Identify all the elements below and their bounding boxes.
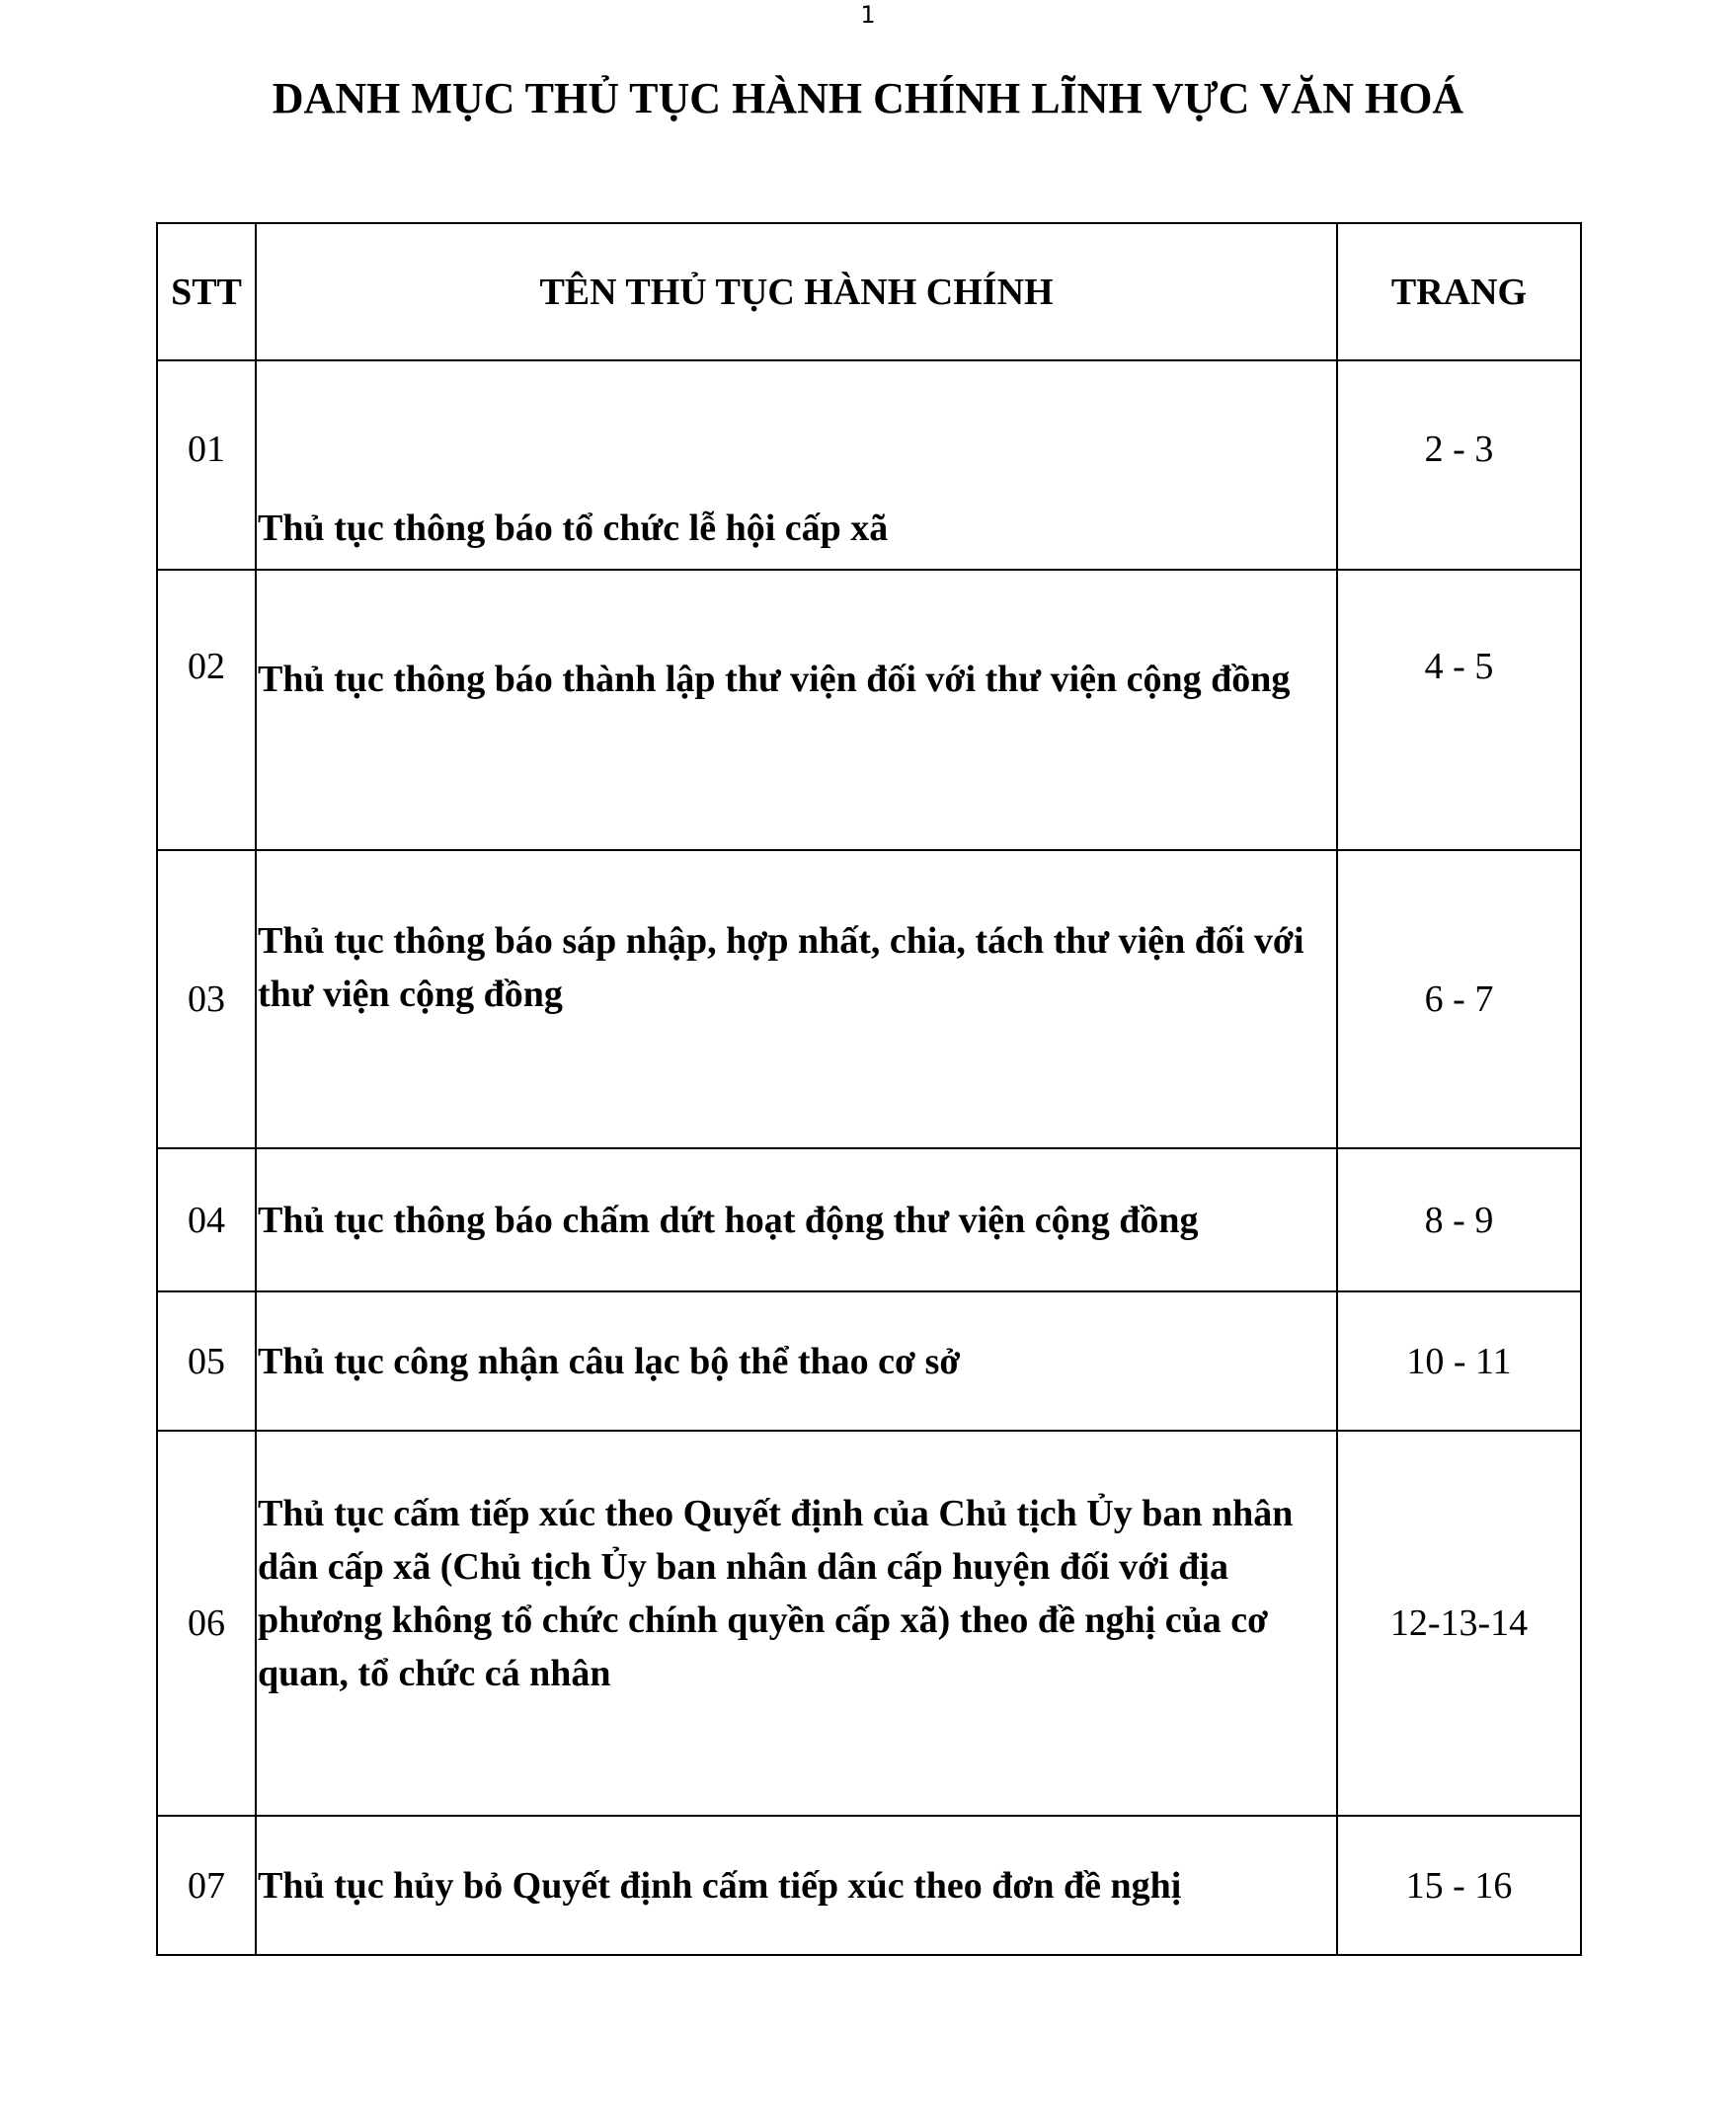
row-stt: 01: [157, 360, 256, 570]
table-row: [157, 570, 1581, 850]
row-page: 2 - 3: [1337, 360, 1581, 570]
row-procedure-name: Thủ tục hủy bỏ Quyết định cấm tiếp xúc theo đơn đề nghị: [256, 1816, 1337, 1955]
table-row: [157, 1148, 1581, 1291]
row-page: 4 - 5: [1337, 570, 1581, 850]
header-procedure-name: TÊN THỦ TỤC HÀNH CHÍNH: [256, 223, 1337, 360]
row-page: 10 - 11: [1337, 1291, 1581, 1431]
table-row: [157, 360, 1581, 570]
document-title: DANH MỤC THỦ TỤC HÀNH CHÍNH LĨNH VỰC VĂN HOÁ: [272, 74, 1464, 122]
table-row: [157, 1816, 1581, 1955]
header-stt: STT: [157, 223, 256, 360]
row-stt: 02: [157, 570, 256, 850]
page-number: 1: [860, 1, 876, 29]
table-row: [157, 1431, 1581, 1816]
row-page: 12-13-14: [1337, 1431, 1581, 1816]
table-row: [157, 850, 1581, 1148]
row-page: 6 - 7: [1337, 850, 1581, 1148]
row-stt: 04: [157, 1148, 256, 1291]
table-header-row: [157, 223, 1581, 360]
table-row: [157, 1291, 1581, 1431]
row-procedure-name: Thủ tục thông báo chấm dứt hoạt động thư viện cộng đồng: [256, 1148, 1337, 1291]
row-stt: 07: [157, 1816, 256, 1955]
row-procedure-name: Thủ tục cấm tiếp xúc theo Quyết định của Chủ tịch Ủy ban nhân dân cấp xã (Chủ tịch Ủy ban nhân dân cấp huyện đối với địa phương không tổ chức chính quyền cấp xã) theo đề nghị của cơ quan, tổ chức cá nhân: [256, 1431, 1337, 1816]
header-page: TRANG: [1337, 223, 1581, 360]
row-procedure-name: Thủ tục thông báo tổ chức lễ hội cấp xã: [256, 360, 1337, 570]
row-procedure-name: Thủ tục thông báo sáp nhập, hợp nhất, chia, tách thư viện đối với thư viện cộng đồng: [256, 850, 1337, 1148]
procedure-table: [156, 222, 1582, 1956]
row-stt: 06: [157, 1431, 256, 1816]
row-stt: 03: [157, 850, 256, 1148]
row-stt: 05: [157, 1291, 256, 1431]
row-procedure-name: Thủ tục công nhận câu lạc bộ thể thao cơ sở: [256, 1291, 1337, 1431]
row-page: 15 - 16: [1337, 1816, 1581, 1955]
row-page: 8 - 9: [1337, 1148, 1581, 1291]
row-procedure-name: Thủ tục thông báo thành lập thư viện đối với thư viện cộng đồng: [256, 570, 1337, 850]
